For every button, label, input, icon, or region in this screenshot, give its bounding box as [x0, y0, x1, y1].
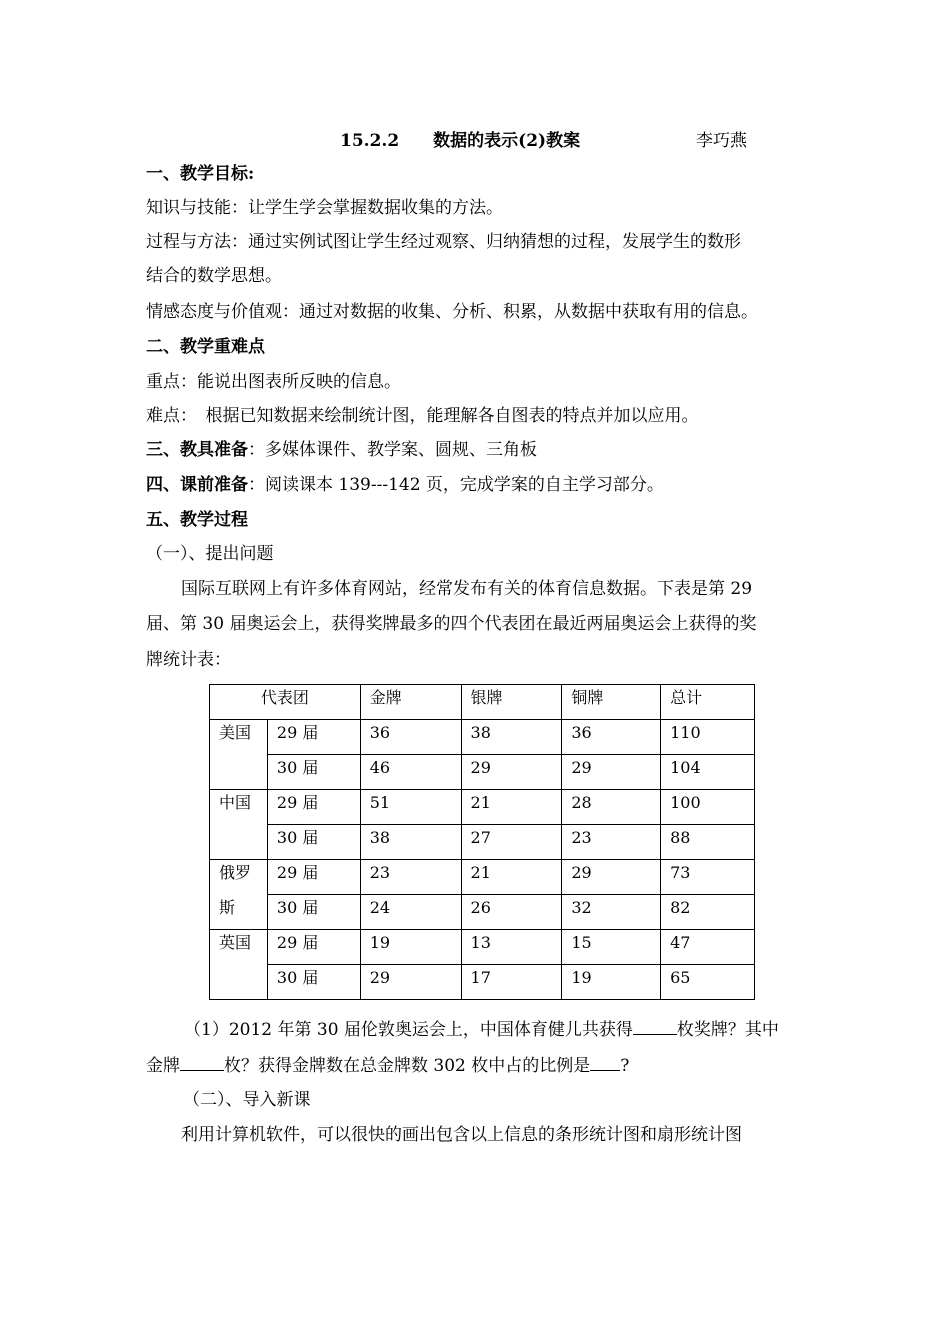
answer-blank-gold [180, 1056, 224, 1071]
table-row [210, 930, 755, 965]
author-name: 李巧燕 [696, 131, 747, 151]
team-cell: 英国 [210, 930, 268, 1000]
gold-cell: 24 [360, 895, 461, 930]
silver-cell: 27 [461, 825, 562, 860]
table-header-row [210, 685, 755, 720]
objective-process: 过程与方法：通过实例试图让学生经过观察、归纳猜想的过程，发展学生的数形 [146, 232, 741, 252]
total-cell: 104 [661, 755, 755, 790]
objective-knowledge: 知识与技能：让学生学会掌握数据收集的方法。 [146, 198, 503, 218]
games-cell: 30 届 [267, 825, 360, 860]
silver-cell: 38 [461, 720, 562, 755]
team-cell: 美国 [210, 720, 268, 790]
gold-cell: 51 [360, 790, 461, 825]
silver-cell: 26 [461, 895, 562, 930]
keypoint-difficulty: 难点： 根据已知数据来绘制统计图，能理解各自图表的特点并加以应用。 [146, 406, 699, 426]
bronze-cell: 23 [562, 825, 661, 860]
gold-cell: 19 [360, 930, 461, 965]
question-1-text-e: ? [620, 1056, 630, 1076]
tools-text: ：多媒体课件、教学案、圆规、三角板 [248, 440, 537, 460]
header-team: 代表团 [210, 685, 361, 720]
section-prep [146, 475, 664, 495]
table-row [210, 720, 755, 755]
bronze-cell: 15 [562, 930, 661, 965]
total-cell: 65 [661, 965, 755, 1000]
section-heading-prep: 四、课前准备 [146, 475, 248, 495]
table-row [210, 965, 755, 1000]
bronze-cell: 36 [562, 720, 661, 755]
header-total: 总计 [661, 685, 755, 720]
section-heading-keypoints: 二、教学重难点 [146, 337, 265, 357]
team-cell: 俄罗 [210, 860, 268, 895]
games-cell: 30 届 [267, 895, 360, 930]
total-cell: 73 [661, 860, 755, 895]
total-cell: 110 [661, 720, 755, 755]
paragraph-intro-1: 国际互联网上有许多体育网站，经常发布有关的体育信息数据。下表是第 29 [181, 579, 753, 599]
total-cell: 88 [661, 825, 755, 860]
page-title: 15.2.2 数据的表示(2)教案 [340, 131, 581, 151]
question-1-text-b: 枚奖牌？其中 [676, 1020, 779, 1040]
question-1-line-2 [146, 1056, 629, 1076]
gold-cell: 46 [360, 755, 461, 790]
section-heading-process: 五、教学过程 [146, 510, 248, 530]
games-cell: 29 届 [267, 930, 360, 965]
games-cell: 29 届 [267, 790, 360, 825]
subheading-new-lesson: （二）、导入新课 [183, 1090, 311, 1110]
team-cell: 斯 [210, 895, 268, 930]
section-heading-tools: 三、教具准备 [146, 440, 248, 460]
header-gold: 金牌 [360, 685, 461, 720]
header-silver: 银牌 [461, 685, 562, 720]
bronze-cell: 32 [562, 895, 661, 930]
section-tools [146, 440, 537, 460]
bronze-cell: 29 [562, 860, 661, 895]
answer-blank-ratio [590, 1056, 620, 1071]
games-cell: 29 届 [267, 720, 360, 755]
objective-process-cont: 结合的数学思想。 [146, 266, 282, 286]
paragraph-intro-3: 牌统计表： [146, 650, 231, 670]
games-cell: 30 届 [267, 965, 360, 1000]
silver-cell: 13 [461, 930, 562, 965]
header-bronze: 铜牌 [562, 685, 661, 720]
team-cell: 中国 [210, 790, 268, 860]
section-heading-objectives: 一、教学目标: [146, 164, 255, 184]
total-cell: 100 [661, 790, 755, 825]
silver-cell: 21 [461, 790, 562, 825]
gold-cell: 29 [360, 965, 461, 1000]
gold-cell: 23 [360, 860, 461, 895]
silver-cell: 21 [461, 860, 562, 895]
subheading-raise-question: （一）、提出问题 [146, 544, 274, 564]
question-1-text-c: 金牌 [146, 1056, 180, 1076]
games-cell: 29 届 [267, 860, 360, 895]
table-row [210, 825, 755, 860]
medal-table [209, 684, 755, 1000]
games-cell: 30 届 [267, 755, 360, 790]
bronze-cell: 19 [562, 965, 661, 1000]
table-row [210, 895, 755, 930]
gold-cell: 36 [360, 720, 461, 755]
keypoint-focus: 重点：能说出图表所反映的信息。 [146, 372, 401, 392]
objective-attitude: 情感态度与价值观：通过对数据的收集、分析、积累，从数据中获取有用的信息。 [146, 302, 758, 322]
question-1-text-a: （1）2012 年第 30 届伦敦奥运会上，中国体育健儿共获得 [184, 1020, 633, 1040]
answer-blank-total [633, 1020, 677, 1035]
paragraph-intro-2: 届、第 30 届奥运会上，获得奖牌最多的四个代表团在最近两届奥运会上获得的奖 [146, 614, 757, 634]
table-row [210, 860, 755, 895]
question-1-line-1 [184, 1020, 779, 1040]
table-row [210, 755, 755, 790]
silver-cell: 29 [461, 755, 562, 790]
table-row [210, 790, 755, 825]
bronze-cell: 29 [562, 755, 661, 790]
prep-text: ：阅读课本 139---142 页，完成学案的自主学习部分。 [248, 475, 664, 495]
bronze-cell: 28 [562, 790, 661, 825]
silver-cell: 17 [461, 965, 562, 1000]
paragraph-new-lesson: 利用计算机软件，可以很快的画出包含以上信息的条形统计图和扇形统计图 [181, 1125, 742, 1145]
total-cell: 82 [661, 895, 755, 930]
gold-cell: 38 [360, 825, 461, 860]
total-cell: 47 [661, 930, 755, 965]
question-1-text-d: 枚？获得金牌数在总金牌数 302 枚中占的比例是 [224, 1056, 591, 1076]
